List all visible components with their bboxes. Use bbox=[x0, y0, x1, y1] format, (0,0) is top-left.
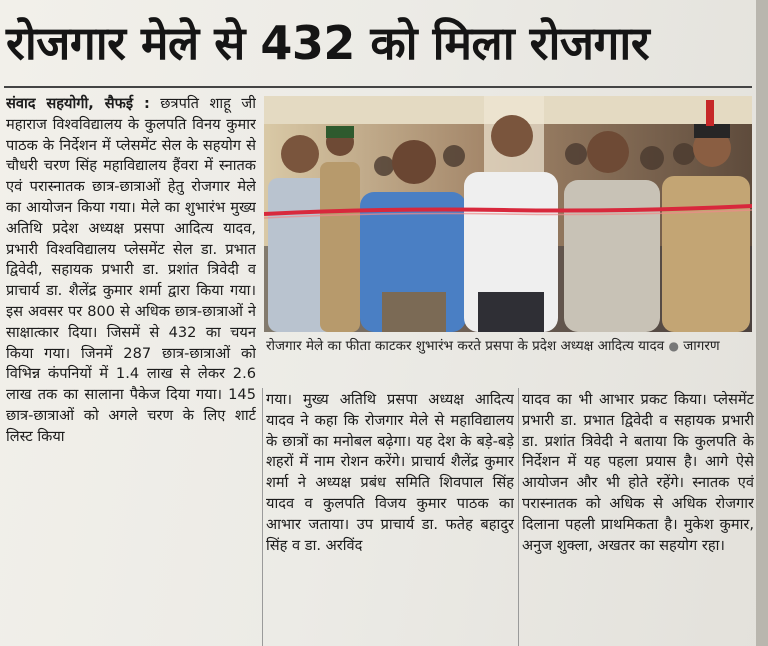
column-divider bbox=[262, 388, 263, 646]
byline: संवाद सहयोगी, सैफई : bbox=[6, 95, 150, 112]
article-column-3: यादव का भी आभार प्रकट किया। प्लेसमेंट प्रभारी डा. प्रभात द्विवेदी व सहायक प्रभारी डा. प्रशांत त्रिवेदी ने बताया कि कुलपति के निर्देशन में यह पहला प्रयास है। आगे ऐसे आयोजन और भी होते रहेंगे। स्नातक एवं परास्नातक को अधिक से अधिक रोजगार दिलाना पहली प्राथमिकता है। मुकेश कुमार, अनुज शुक्ला, अखतर का सहयोग रहा। bbox=[522, 391, 754, 554]
photo-caption bbox=[266, 336, 746, 378]
ribbon-cutting-photo bbox=[264, 96, 752, 332]
article-column-1 bbox=[6, 94, 256, 646]
column-divider bbox=[518, 388, 519, 646]
column-1-text: छत्रपति शाहू जी महाराज विश्वविद्यालय के कुलपति विनय कुमार पाठक के निर्देशन में प्लेसमेंट सेल के सहयोग से चौधरी चरण सिंह महाविद्यालय हैंवरा में स्नातक एवं परास्नातक छात्र-छात्राओं हेतु रोजगार मेले का आयोजन किया गया। मेले का शुभारंभ मुख्य अतिथि प्रदेश अध्यक्ष प्रसपा आदित्य यादव, प्रभारी विश्वविद्यालय प्लेसमेंट सेल डा. प्रभात द्विवेदी, सहायक प्रभारी डा. प्रशांत त्रिवेदी व प्राचार्य डा. शैलेंद्र कुमार शर्मा द्वारा किया गया। इस अवसर पर 800 से अधिक छात्र-छात्राओं ने साक्षात्कार दिया। जिसमें से 432 का चयन किया गया। जिनमें 287 छात्र-छात्राओं को विभिन्न कंपनियों में 1.4 लाख से लेकर 2.6 लाख तक का सालाना पैकेज दिया गया। 145 छात्र-छात्राओं को अगले चरण के लिए शार्ट लिस्ट किया bbox=[6, 95, 256, 445]
photo-credit: जागरण bbox=[683, 338, 720, 354]
page-edge bbox=[756, 0, 768, 646]
headline-rule bbox=[4, 86, 752, 88]
news-photo bbox=[264, 96, 752, 332]
caption-bullet-icon: ● bbox=[668, 339, 679, 353]
caption-text: रोजगार मेले का फीता काटकर शुभारंभ करते प्रसपा के प्रदेश अध्यक्ष आदित्य यादव bbox=[266, 338, 665, 354]
article-column-2: गया। मुख्य अतिथि प्रसपा अध्यक्ष आदित्य यादव ने कहा कि रोजगार मेले से महाविद्यालय के छात्रों का मनोबल बढ़ेगा। यह देश के बड़े-बड़े शहरों में नाम रोशन करेंगे। प्राचार्य शैलेंद्र कुमार शर्मा ने अध्यक्ष प्रबंध समिति शिवपाल सिंह यादव व कुलपति विजय कुमार पाठक का आभार जताया। उप प्राचार्य डा. फतेह बहादुर सिंह व डा. अरविंद bbox=[266, 391, 514, 554]
headline: रोजगार मेले से 432 को मिला रोजगार bbox=[6, 16, 650, 70]
